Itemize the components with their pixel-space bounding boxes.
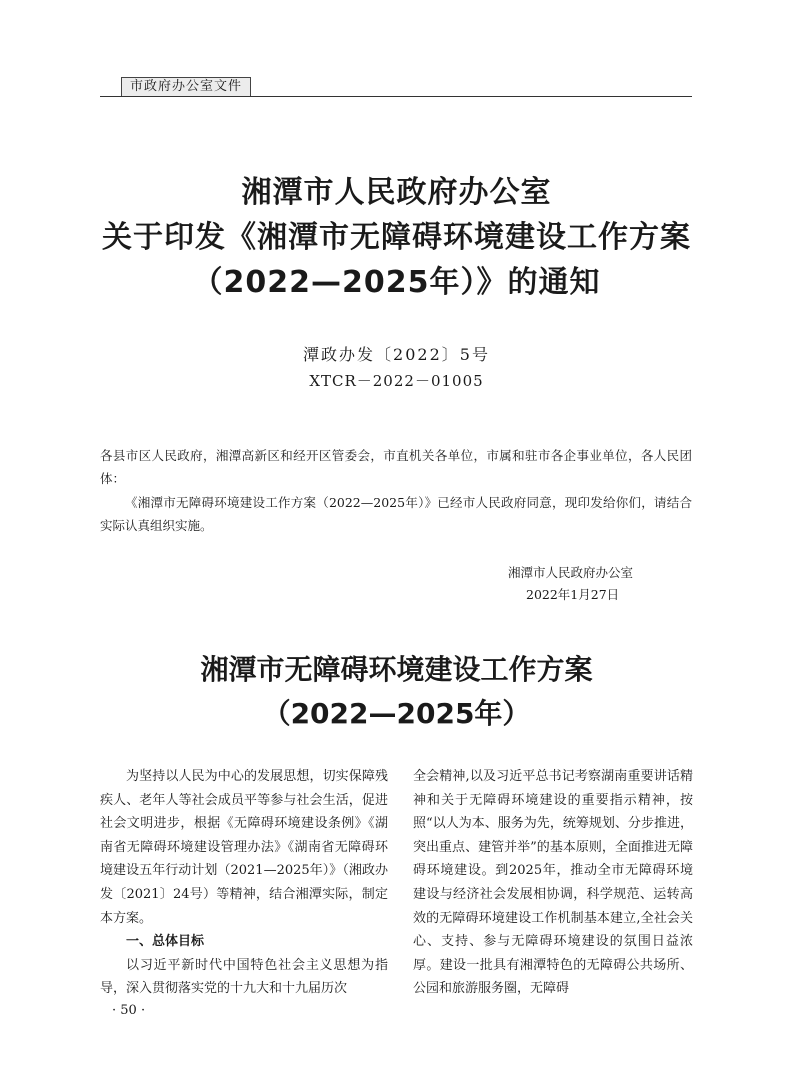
notice-title-line-1: 湘潭市人民政府办公室 bbox=[241, 175, 552, 210]
document-number: 潭政办发〔2022〕5号 bbox=[303, 345, 490, 364]
section1-paragraph-start: 以习近平新时代中国特色社会主义思想为指导，深入贯彻落实党的十九大和十九届历次 bbox=[100, 957, 388, 997]
notice-title-line-2: 关于印发《湘潭市无障碍环境建设工作方案 bbox=[102, 220, 691, 255]
page-number: · 50 · bbox=[112, 1003, 146, 1018]
right-column bbox=[413, 765, 693, 1001]
left-column bbox=[100, 765, 388, 1001]
section-tag: 市政府办公室文件 bbox=[121, 77, 251, 97]
article-title-line-2: （2022—2025年） bbox=[262, 697, 531, 730]
notice-body: 《湘潭市无障碍环境建设工作方案（2022—2025年）》已经市人民政府同意，现印发给你们，请结合实际认真组织实施。 bbox=[100, 495, 692, 533]
signature: 湘潭市人民政府办公室 bbox=[508, 565, 634, 580]
notice-title bbox=[0, 170, 793, 305]
header-rule bbox=[100, 96, 692, 97]
intro-paragraph: 为坚持以人民为中心的发展思想，切实保障残疾人、老年人等社会成员平等参与社会生活，促进社会文明进步，根据《无障碍环境建设条例》《湖南省无障碍环境建设管理办法》《湖南省无障碍环境建设五年行动计划（2021—2025年）》（湘政办发〔2021〕24号）等精神，结合湘潭实际，制定本方案。 bbox=[100, 769, 388, 926]
section-heading: 一、总体目标 bbox=[126, 934, 205, 950]
article-title bbox=[0, 648, 793, 736]
signature-date: 2022年1月27日 bbox=[526, 587, 620, 602]
section1-paragraph-continued: 全会精神,以及习近平总书记考察湖南重要讲话精神和关于无障碍环境建设的重要指示精神，按照“以人为本、服务为先，统筹规划、分步推进，突出重点、建管并举”的基本原则，全面推进无障碍环境建设。到2025年，推动全市无障碍环境建设与经济社会发展相协调，科学规范、运转高效的无障碍环境建设工作机制基本建立,全社会关心、支持、参与无障碍环境建设的氛围日益浓厚。建设一批具有湘潭特色的无障碍公共场所、公园和旅游服务圈，无障碍 bbox=[413, 769, 693, 997]
article-title-line-1: 湘潭市无障碍环境建设工作方案 bbox=[200, 653, 593, 686]
notice-title-line-3: （2022—2025年）》的通知 bbox=[192, 265, 601, 300]
document-code: XTCR－2022－01005 bbox=[309, 372, 484, 390]
notice-recipients: 各县市区人民政府，湘潭高新区和经开区管委会，市直机关各单位，市属和驻市各企事业单位，各人民团体： bbox=[100, 448, 692, 486]
